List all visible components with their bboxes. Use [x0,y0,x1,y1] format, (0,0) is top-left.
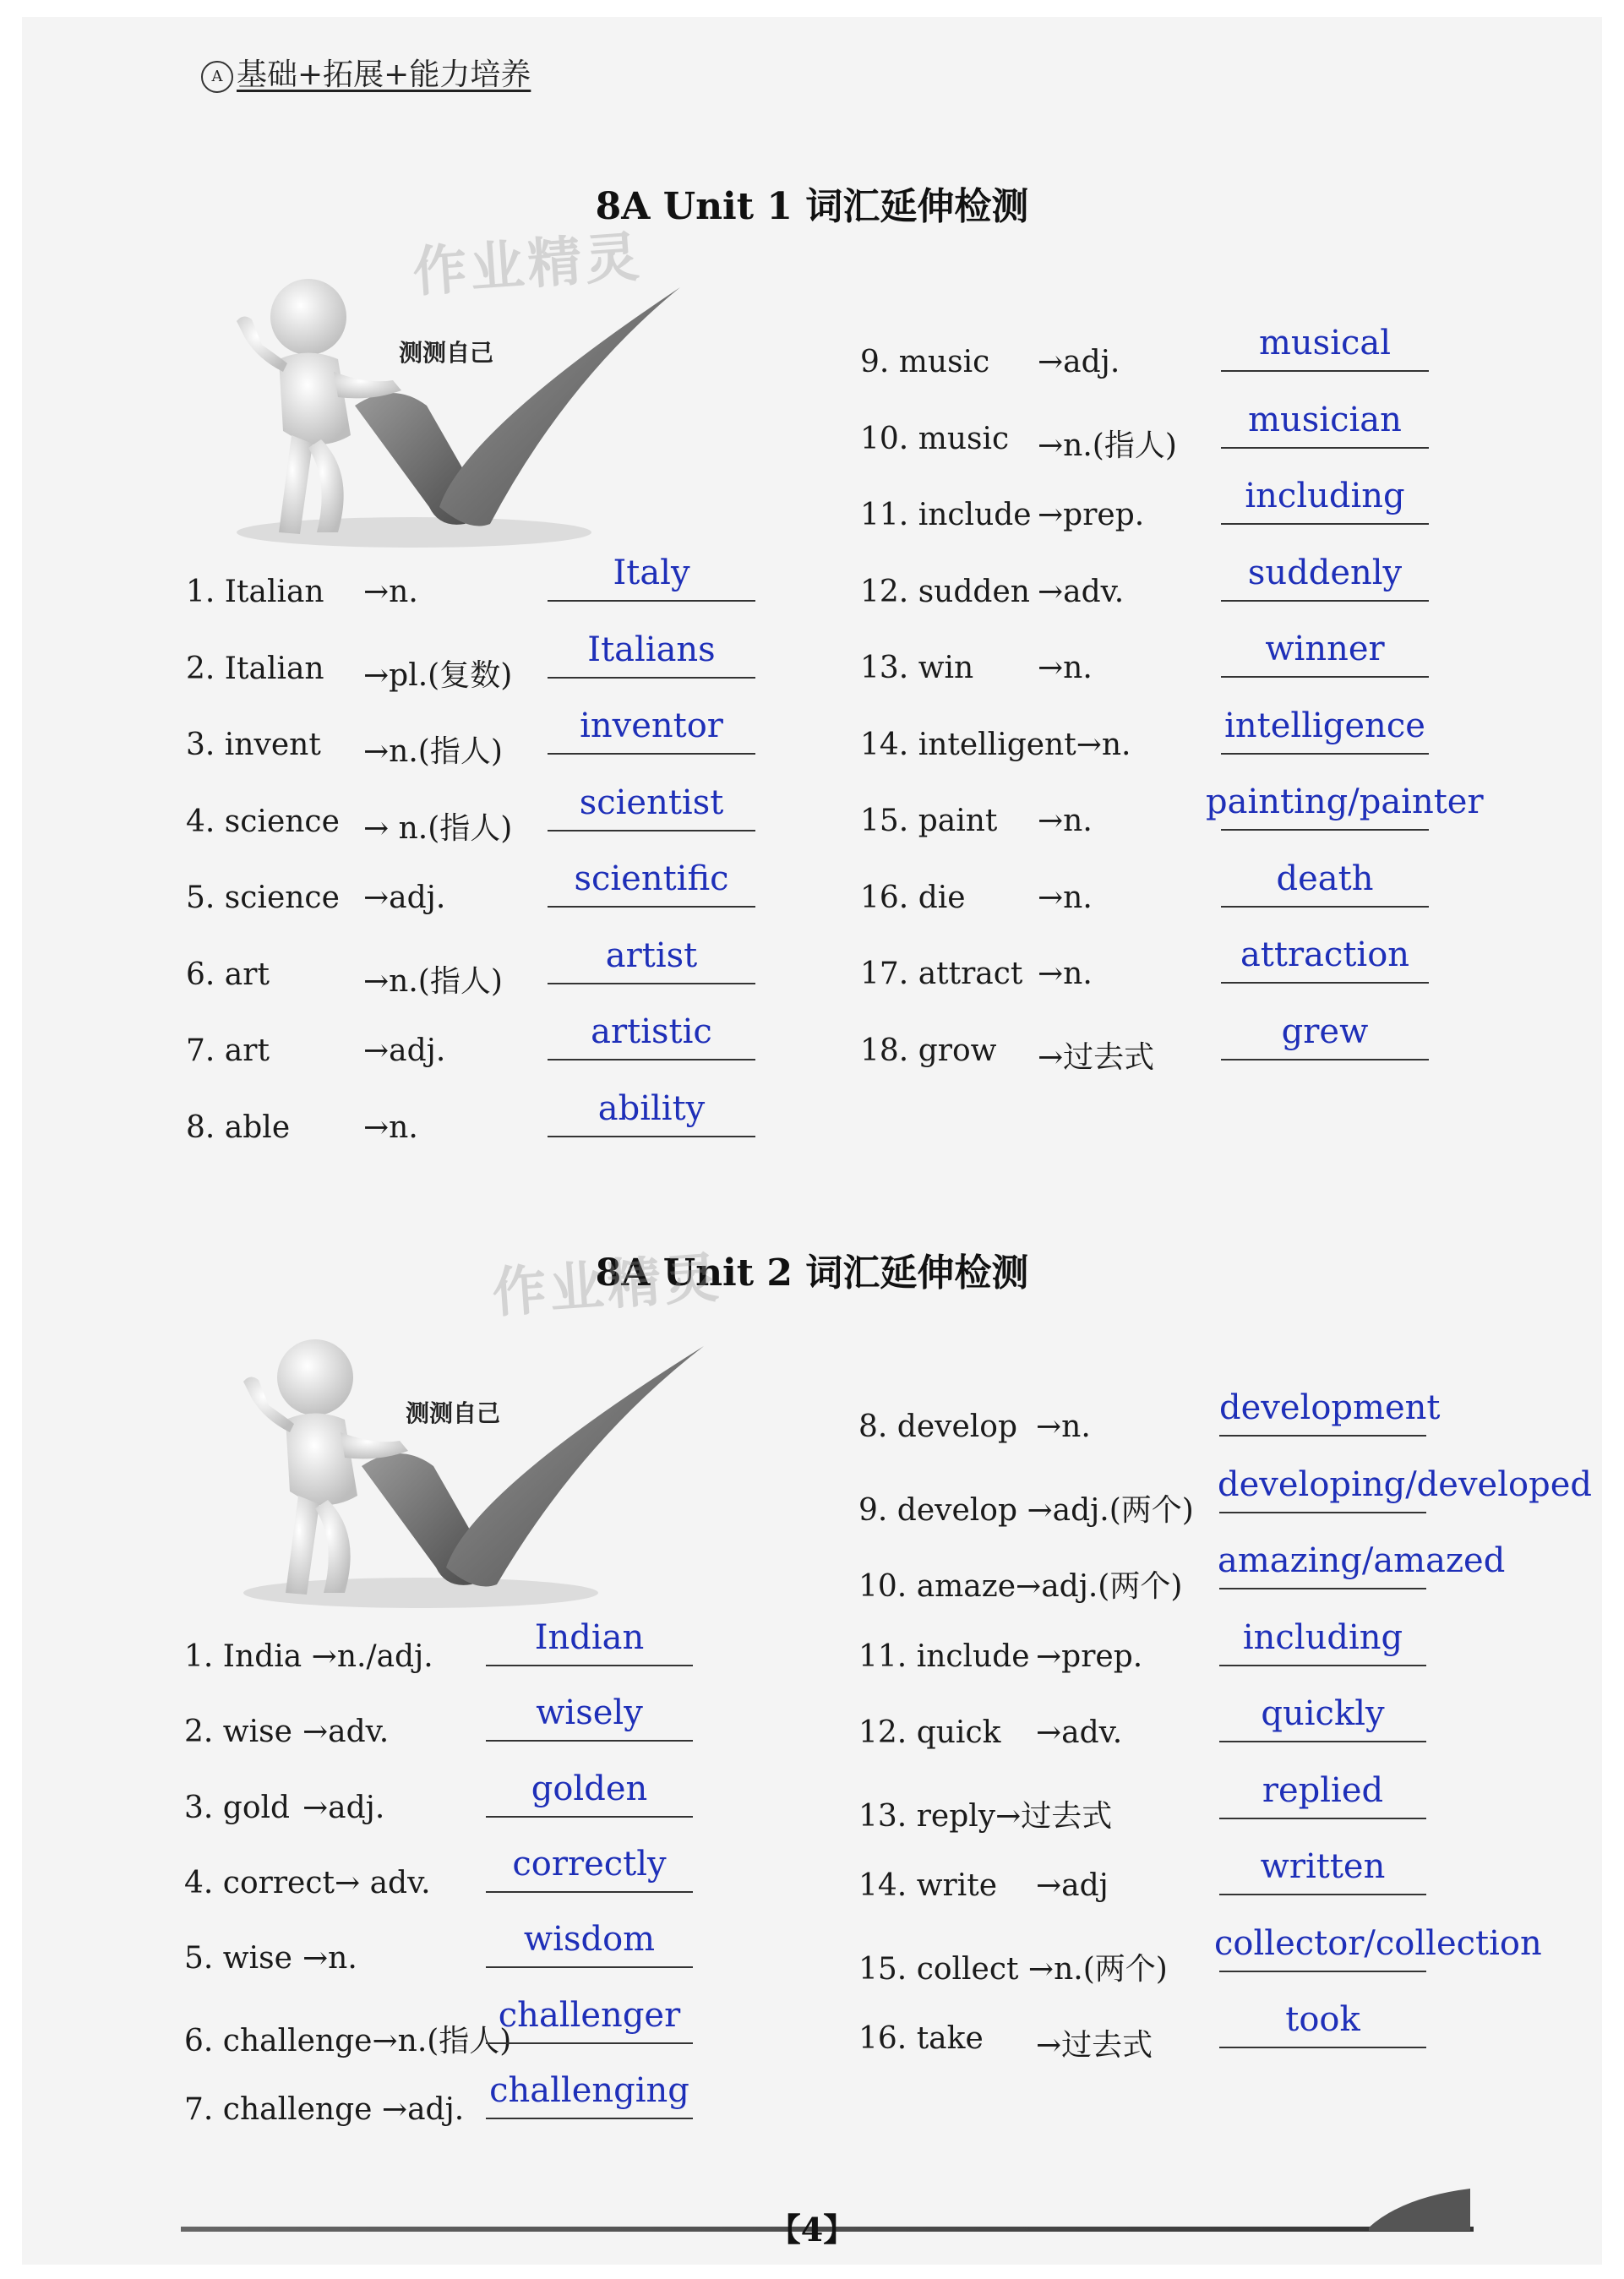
item-target-form: →adj. [1038,345,1120,379]
self-check-figure [218,1339,708,1610]
watermark: 作业精灵 [490,1246,724,1326]
item-target-form: →adj. [363,1033,446,1068]
answer-field[interactable]: grew [1221,1015,1429,1060]
answer-field[interactable]: painting/painter [1221,785,1429,831]
item-target-form: →prep. [1036,1638,1143,1674]
answer-field[interactable]: took [1219,2003,1426,2048]
page-number: 【4】 [768,2211,856,2249]
answer-field[interactable]: Italy [548,556,755,602]
item-prompt: 4. science [186,804,340,839]
item-prompt: 1. Italian [186,575,324,609]
item-prompt: 18. grow [860,1033,997,1068]
item-prompt: 13. win [860,651,974,685]
item-prompt: 2. Italian [186,651,324,686]
answer-field[interactable]: musical [1221,326,1429,372]
item-prompt: 7. challenge →adj. [184,2091,465,2127]
answer-field[interactable]: inventor [548,709,755,755]
item-target-form: → n.(指人) [363,810,513,846]
answer-field[interactable]: wisely [486,1696,693,1742]
item-prompt: 12. quick [858,1715,1001,1750]
item-prompt: 5. science [186,881,340,915]
item-prompt: 8. develop [858,1409,1018,1444]
self-check-badge: 测测自己 [399,339,494,367]
self-check-figure [211,279,684,549]
answer-field[interactable]: artistic [548,1015,755,1060]
answer-field[interactable]: development [1219,1391,1426,1437]
item-prompt: 3. invent [186,728,321,762]
item-target-form: →n. [1038,957,1093,991]
checkmark-figure-icon [218,1339,708,1610]
section-1-title: 8A Unit 1 词汇延伸检测 [595,185,1029,228]
answer-field[interactable]: amazing/amazed [1219,1544,1426,1589]
answer-field[interactable]: golden [486,1772,693,1818]
item-prompt: 9. music [860,345,990,379]
item-prompt: 16. take [858,2021,984,2056]
answer-field[interactable]: ability [548,1092,755,1137]
item-prompt: 2. wise [184,1715,292,1750]
item-prompt: 11. include [860,498,1032,532]
answer-field[interactable]: collector/collection [1219,1927,1426,1972]
item-prompt: 12. sudden [860,574,1030,609]
item-target-form: →n. [1038,651,1093,685]
item-target-form: →adv. [1036,1715,1123,1750]
item-target-form: →n.(指人) [363,734,503,769]
item-target-form: →n. [302,1941,357,1976]
item-prompt: 3. gold [184,1790,291,1825]
item-prompt: 14. write [858,1868,998,1903]
item-target-form: →过去式 [1038,1039,1155,1075]
item-target-form: →n.(指人) [363,963,503,999]
item-prompt: 16. die [860,880,966,915]
item-prompt: 1. India →n./adj. [184,1639,433,1674]
item-target-form: →n. [1038,804,1093,838]
checkmark-figure-icon [211,279,684,549]
item-prompt: 15. paint [860,804,998,838]
item-prompt: 8. able [186,1110,291,1145]
item-target-form: →adv. [302,1715,390,1750]
item-target-form: →n. [1036,1409,1091,1444]
series-logo: A [201,61,233,93]
item-target-form: →adj. [363,881,446,915]
item-prompt: 13. reply→过去式 [858,1798,1113,1834]
answer-field[interactable]: wisdom [486,1922,693,1968]
item-prompt: 10. music [860,421,1010,456]
item-prompt: 6. challenge→n.(指人) [184,2023,512,2058]
item-prompt: 17. attract [860,957,1023,991]
answer-field[interactable]: scientist [548,786,755,831]
item-target-form: →n.(指人) [1038,428,1177,463]
item-target-form: →adj. [302,1790,385,1825]
item-target-form: →过去式 [1036,2028,1153,2063]
answer-field[interactable]: challenging [486,2074,693,2119]
answer-field[interactable]: suddenly [1221,556,1429,602]
watermark: 作业精灵 [411,225,645,305]
answer-field[interactable]: correctly [486,1847,693,1893]
item-target-form: →n. [363,575,418,609]
answer-field[interactable]: written [1219,1850,1426,1895]
item-prompt: 5. wise [184,1941,292,1976]
item-prompt: 6. art [186,957,270,992]
item-prompt: 7. art [186,1033,270,1068]
series-name: 基础+拓展+能力培养 [237,57,531,92]
section-2-title: 8A Unit 2 词汇延伸检测 [595,1251,1029,1295]
answer-field[interactable]: including [1221,479,1429,525]
self-check-badge: 测测自己 [406,1399,501,1427]
answer-field[interactable]: intelligence [1221,709,1429,755]
answer-field[interactable]: developing/developed [1219,1468,1426,1513]
answer-field[interactable]: scientific [548,862,755,908]
answer-field[interactable]: Indian [486,1621,693,1666]
item-prompt: 15. collect →n.(两个) [858,1951,1168,1987]
item-target-form: →pl.(复数) [363,657,513,693]
answer-field[interactable]: challenger [486,1998,693,2044]
answer-field[interactable]: winner [1221,632,1429,678]
item-prompt: 11. include [858,1638,1030,1674]
item-target-form: →adv. [1038,574,1125,609]
answer-field[interactable]: attraction [1221,938,1429,984]
item-target-form: →adj [1036,1868,1109,1903]
answer-field[interactable]: including [1219,1621,1426,1666]
item-prompt: 9. develop →adj.(两个) [858,1492,1194,1528]
answer-field[interactable]: artist [548,939,755,984]
series-header [201,51,531,94]
item-target-form: →n. [363,1110,418,1145]
item-target-form: →prep. [1038,498,1145,532]
item-prompt: 4. correct→ adv. [184,1865,431,1900]
answer-field[interactable]: death [1221,862,1429,908]
answer-field[interactable]: musician [1221,403,1429,449]
item-prompt: 14. intelligent→n. [860,727,1131,762]
answer-field[interactable]: replied [1219,1774,1426,1819]
item-target-form: →n. [1038,880,1093,915]
item-prompt: 10. amaze→adj.(两个) [858,1569,1183,1604]
answer-field[interactable]: Italians [548,633,755,679]
answer-field[interactable]: quickly [1219,1697,1426,1742]
